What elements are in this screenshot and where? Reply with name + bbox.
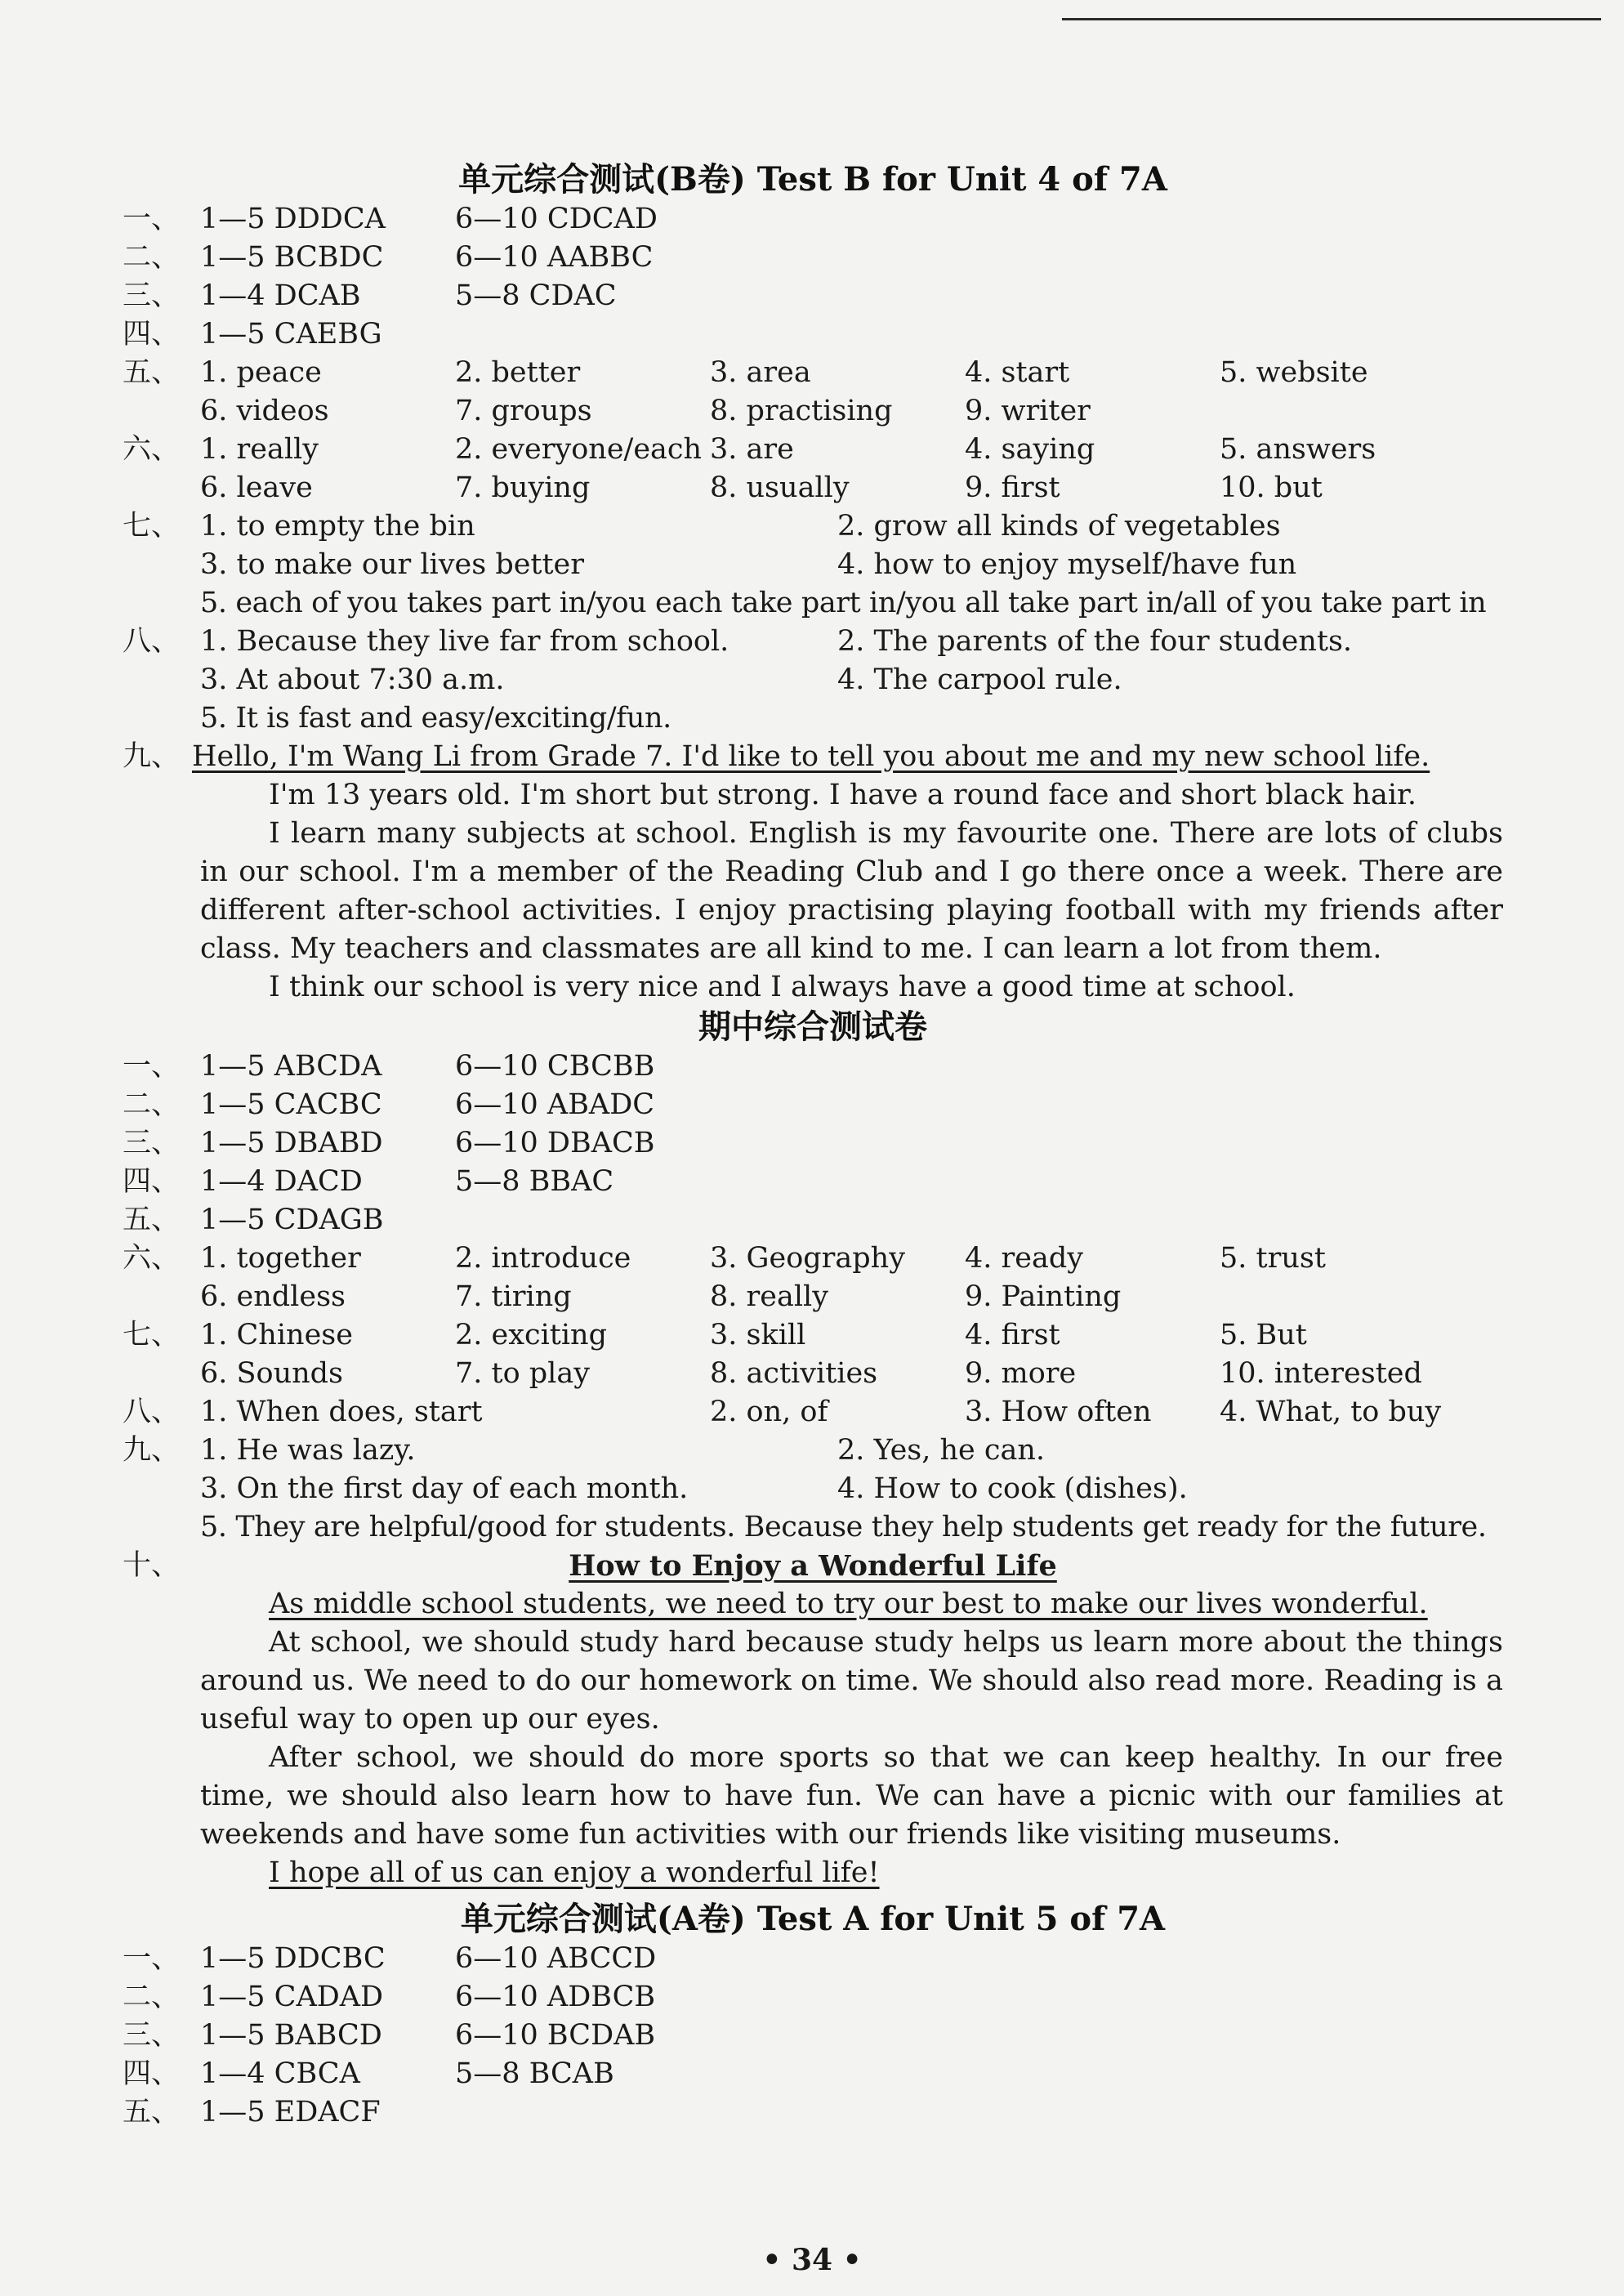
- question-number: 一、: [123, 1942, 181, 1975]
- essay-heading: How to Enjoy a Wonderful Life: [569, 1549, 1057, 1583]
- answer-cell: 4. ready: [965, 1242, 1084, 1275]
- answer-cell: 5. trust: [1220, 1242, 1326, 1275]
- answer-block: [123, 1432, 1503, 1547]
- essay-block: [123, 738, 1503, 776]
- answer-cell: 6—10 ABCCD: [455, 1942, 657, 1975]
- page-number: • 34 •: [762, 2243, 862, 2277]
- answer-cell: 4. saying: [965, 433, 1095, 466]
- answer-cell: 1—5 CDAGB: [200, 1204, 384, 1236]
- answer-cell: 1—5 BCBDC: [200, 241, 384, 274]
- essay-paragraph: At school, we should study hard because study helps us learn more about the things around us. We need to do our homework on time. We should also read more. Reading is a useful way to open up our eyes.: [200, 1626, 1503, 1735]
- essay-paragraph: I learn many subjects at school. English is my favourite one. There are lots of clubs in our school. I'm a member of the Reading Club and I go there once a week. There are different after-school activities. I enjoy practising playing football with my friends after class. My teachers and classmates are all kind to me. I can learn a lot from them.: [200, 817, 1503, 965]
- question-number: 四、: [123, 2057, 181, 2090]
- answer-cell: 5. They are helpful/good for students. Because they help students get ready for the future.: [200, 1511, 1487, 1543]
- answer-cell: 5. each of you takes part in/you each take part in/you all take part in/all of you take part in: [200, 587, 1487, 619]
- answer-cell: 5. But: [1220, 1319, 1307, 1351]
- answer-cell: 1. to empty the bin: [200, 510, 475, 543]
- question-number: [123, 469, 200, 507]
- answer-cell: 1—5 BABCD: [200, 2019, 382, 2052]
- answer-cell: 3. On the first day of each month.: [200, 1472, 689, 1505]
- answer-cell: 8. practising: [710, 395, 893, 427]
- answer-cell: 6. leave: [200, 471, 313, 504]
- answer-cell: 9. more: [965, 1357, 1077, 1390]
- answer-cell: 5—8 BCAB: [455, 2057, 614, 2090]
- answer-cell: 6—10 ABADC: [455, 1088, 655, 1121]
- question-number: 五、: [123, 1204, 181, 1236]
- answer-cell: 1. He was lazy.: [200, 1434, 416, 1467]
- answer-cell: 5. answers: [1220, 433, 1376, 466]
- answer-cell: 4. The carpool rule.: [837, 663, 1122, 696]
- answer-row: [123, 2017, 1503, 2055]
- essay-paragraph: I think our school is very nice and I always have a good time at school.: [269, 971, 1296, 1003]
- answer-cell: 2. exciting: [455, 1319, 607, 1351]
- answer-block: [123, 507, 1503, 738]
- answer-cell: 1. Chinese: [200, 1319, 353, 1351]
- answer-cell: 2. The parents of the four students.: [837, 625, 1353, 658]
- essay-paragraphs: [123, 1585, 1503, 1892]
- question-number: [123, 1470, 200, 1508]
- answer-row: [123, 1086, 1503, 1124]
- answer-row: [123, 354, 1503, 392]
- answer-page: [123, 159, 1503, 2132]
- answer-cell: 8. activities: [710, 1357, 878, 1390]
- answer-row: [123, 1278, 1503, 1316]
- answer-cell: 3. are: [710, 433, 794, 466]
- answer-cell: 7. to play: [455, 1357, 591, 1390]
- answer-cell: 1. peace: [200, 356, 322, 389]
- answer-cell: 9. writer: [965, 395, 1091, 427]
- answer-row: [123, 2093, 1503, 2132]
- answer-block: [123, 1940, 1503, 2132]
- question-number: 五、: [123, 2096, 181, 2128]
- answer-row: [123, 1201, 1503, 1240]
- answer-cell: 1—5 EDACF: [200, 2096, 381, 2128]
- answer-row: [123, 1163, 1503, 1201]
- answer-row: [123, 239, 1503, 277]
- essay-block: [123, 1547, 1503, 1585]
- question-number: 三、: [123, 279, 181, 312]
- answer-cell: 7. buying: [455, 471, 591, 504]
- answer-cell: 3. At about 7:30 a.m.: [200, 663, 505, 696]
- question-number: 四、: [123, 318, 181, 351]
- answer-row: [123, 699, 1503, 738]
- answer-cell: 1. really: [200, 433, 319, 466]
- answer-cell: 10. interested: [1220, 1357, 1422, 1390]
- answer-cell: 2. everyone/each: [455, 433, 703, 466]
- answer-row: [123, 1940, 1503, 1978]
- answer-row: [123, 507, 1503, 546]
- answer-row: [123, 1470, 1503, 1508]
- answer-cell: 1—4 DACD: [200, 1165, 363, 1198]
- question-number: 九、: [123, 1434, 181, 1467]
- answer-cell: 5. It is fast and easy/exciting/fun.: [200, 702, 671, 735]
- answer-cell: 3. skill: [710, 1319, 806, 1351]
- question-number: 二、: [123, 1088, 181, 1121]
- answer-row: [123, 1124, 1503, 1163]
- answer-cell: 4. How to cook (dishes).: [837, 1472, 1188, 1505]
- answer-cell: 6—10 CDCAD: [455, 203, 658, 235]
- answer-cell: 6. Sounds: [200, 1357, 344, 1390]
- question-number: [123, 1278, 200, 1316]
- answer-cell: 6—10 BCDAB: [455, 2019, 656, 2052]
- section-title: 期中综合测试卷: [698, 1007, 927, 1046]
- question-number: 八、: [123, 1396, 181, 1428]
- answer-cell: 1—5 ABCDA: [200, 1050, 382, 1083]
- question-number: 五、: [123, 356, 181, 389]
- answer-block: [123, 1047, 1503, 1432]
- answer-cell: 1—4 CBCA: [200, 2057, 360, 2090]
- answer-cell: 2. on, of: [710, 1396, 828, 1428]
- answer-cell: 4. What, to buy: [1220, 1396, 1442, 1428]
- question-number: 二、: [123, 241, 181, 274]
- answer-cell: 6. endless: [200, 1280, 346, 1313]
- answer-cell: 4. first: [965, 1319, 1060, 1351]
- question-number: 六、: [123, 433, 181, 466]
- answer-row: [123, 1316, 1503, 1355]
- question-number: 六、: [123, 1242, 181, 1275]
- answer-row: [123, 392, 1503, 431]
- answer-cell: 1—5 CADAD: [200, 1981, 384, 2013]
- section-title: 单元综合测试(A卷) Test A for Unit 5 of 7A: [460, 1900, 1166, 1938]
- answer-cell: 2. introduce: [455, 1242, 631, 1275]
- answer-cell: 1—5 DDCBC: [200, 1942, 386, 1975]
- answer-cell: 1—4 DCAB: [200, 279, 361, 312]
- answer-row: [123, 584, 1503, 623]
- answer-cell: 9. Painting: [965, 1280, 1122, 1313]
- answer-row: [123, 1978, 1503, 2017]
- question-number: 四、: [123, 1165, 181, 1198]
- answer-row: [123, 200, 1503, 239]
- answer-cell: 10. but: [1220, 471, 1323, 504]
- question-number: 一、: [123, 203, 181, 235]
- essay-opening-line: As middle school students, we need to try our best to make our lives wonderful.: [269, 1588, 1428, 1620]
- question-number: 二、: [123, 1981, 181, 2013]
- answer-row: [123, 469, 1503, 507]
- answer-cell: 8. really: [710, 1280, 828, 1313]
- answer-cell: 6—10 DBACB: [455, 1127, 655, 1159]
- question-number: [123, 392, 200, 431]
- question-number: [123, 584, 200, 623]
- answer-row: [123, 1432, 1503, 1470]
- answer-cell: 9. first: [965, 471, 1060, 504]
- essay-closing-line: I hope all of us can enjoy a wonderful life!: [269, 1856, 880, 1889]
- answer-row: [123, 2055, 1503, 2093]
- question-number: [123, 699, 200, 738]
- answer-row: [123, 1047, 1503, 1086]
- answer-cell: 3. Geography: [710, 1242, 905, 1275]
- question-number: 九、: [123, 740, 181, 773]
- answer-row: [123, 1393, 1503, 1432]
- answer-cell: 1—5 DBABD: [200, 1127, 383, 1159]
- essay-opening-line: Hello, I'm Wang Li from Grade 7. I'd like to tell you about me and my new school life.: [192, 740, 1430, 773]
- question-number: 三、: [123, 2019, 181, 2052]
- question-number: [123, 661, 200, 699]
- section-title: 单元综合测试(B卷) Test B for Unit 4 of 7A: [458, 160, 1167, 199]
- answer-cell: 1. Because they live far from school.: [200, 625, 729, 658]
- answer-cell: 5—8 BBAC: [455, 1165, 614, 1198]
- answer-cell: 6. videos: [200, 395, 329, 427]
- answer-row: [123, 1240, 1503, 1278]
- question-number: 七、: [123, 510, 181, 543]
- answer-cell: 8. usually: [710, 471, 850, 504]
- answer-block: [123, 200, 1503, 507]
- answer-row: [123, 1508, 1503, 1547]
- answer-cell: 4. start: [965, 356, 1070, 389]
- answer-row: [123, 623, 1503, 661]
- essay-paragraph: After school, we should do more sports so that we can keep healthy. In our free time, we should also learn how to have fun. We can have a picnic with our families at weekends and have some fun activities with our friends like visiting museums.: [200, 1741, 1503, 1851]
- answer-cell: 1. together: [200, 1242, 361, 1275]
- answer-cell: 1—5 CAEBG: [200, 318, 382, 351]
- answer-cell: 7. tiring: [455, 1280, 572, 1313]
- answer-row: [123, 1355, 1503, 1393]
- answer-cell: 6—10 AABBC: [455, 241, 654, 274]
- question-number: 七、: [123, 1319, 181, 1351]
- question-number: [123, 1355, 200, 1393]
- top-rule: [1062, 18, 1601, 20]
- answer-cell: 1. When does, start: [200, 1396, 483, 1428]
- answer-cell: 2. grow all kinds of vegetables: [837, 510, 1281, 543]
- answer-cell: 2. Yes, he can.: [837, 1434, 1046, 1467]
- answer-cell: 1—5 CACBC: [200, 1088, 382, 1121]
- answer-row: [123, 546, 1503, 584]
- answer-cell: 5. website: [1220, 356, 1368, 389]
- answer-cell: 7. groups: [455, 395, 592, 427]
- answer-cell: 4. how to enjoy myself/have fun: [837, 548, 1297, 581]
- answer-cell: 3. to make our lives better: [200, 548, 585, 581]
- answer-cell: 6—10 CBCBB: [455, 1050, 655, 1083]
- answer-cell: 5—8 CDAC: [455, 279, 617, 312]
- question-number: 十、: [123, 1549, 181, 1582]
- answer-cell: 2. better: [455, 356, 581, 389]
- question-number: [123, 546, 200, 584]
- question-number: 一、: [123, 1050, 181, 1083]
- answer-row: [123, 431, 1503, 469]
- question-number: 三、: [123, 1127, 181, 1159]
- answer-cell: 3. How often: [965, 1396, 1152, 1428]
- answer-cell: 3. area: [710, 356, 811, 389]
- essay-paragraph: I'm 13 years old. I'm short but strong. I have a round face and short black hair.: [269, 779, 1417, 811]
- answer-cell: 6—10 ADBCB: [455, 1981, 656, 2013]
- answer-row: [123, 277, 1503, 315]
- question-number: [123, 1508, 200, 1547]
- answer-cell: 1—5 DDDCA: [200, 203, 386, 235]
- question-number: 八、: [123, 625, 181, 658]
- essay-paragraphs: [123, 776, 1503, 1007]
- answer-row: [123, 315, 1503, 354]
- answer-row: [123, 661, 1503, 699]
